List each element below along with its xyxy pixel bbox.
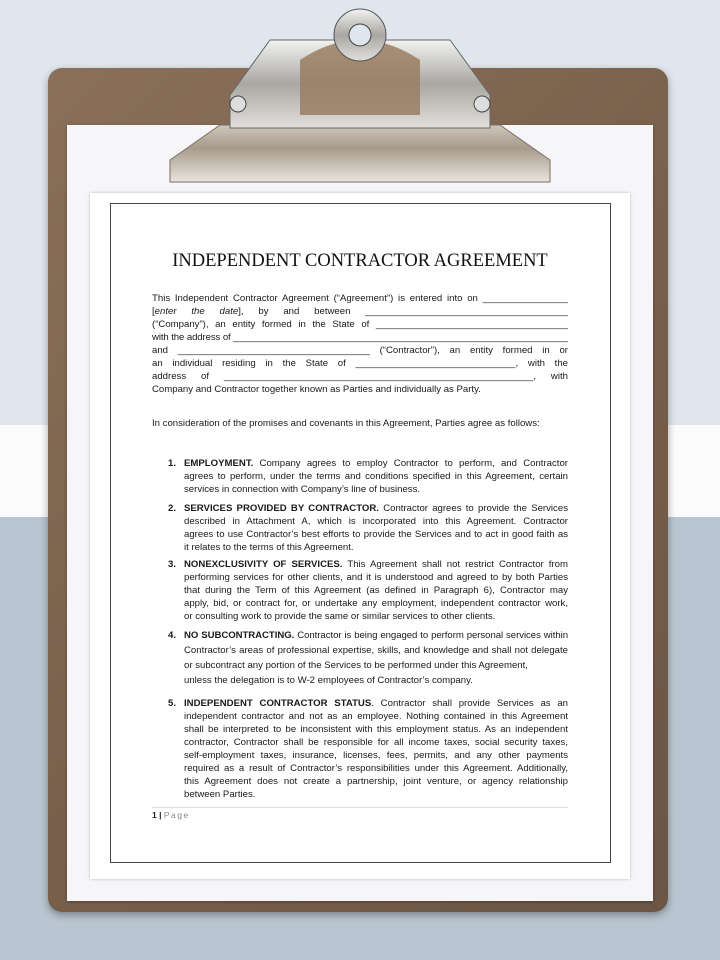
clause-line: between Parties.: [184, 789, 256, 800]
intro-line: This Independent Contractor Agreement (“Agreement”) is entered into on ________________: [152, 293, 568, 304]
clipboard-clip: [160, 0, 560, 195]
clause-text: Contractor is being engaged to perform personal services within: [297, 630, 568, 641]
clause-heading: SERVICES PROVIDED BY CONTRACTOR.: [184, 503, 379, 514]
clause-line: [184, 502, 568, 515]
intro-line: and ____________________________________ (“Contractor”), an entity formed in or: [152, 345, 568, 356]
clause-heading: NO SUBCONTRACTING.: [184, 630, 295, 641]
clause-text: Company agrees to employ Contractor to perform, and Contractor: [259, 458, 568, 469]
clause-heading: INDEPENDENT CONTRACTOR STATUS: [184, 698, 372, 709]
clause-line: described in Attachment A, which is incorporated into this Agreement. Contractor: [184, 516, 568, 527]
clause-line: [184, 457, 568, 470]
clause-line: [184, 697, 568, 710]
intro-line: (“Company”), an entity formed in the State of ____________________________________: [152, 319, 568, 330]
clause-number: 4.: [168, 630, 177, 641]
clause-line: it relates to the terms of this Agreement.: [184, 542, 354, 553]
intro-line: an individual residing in the State of ______________________________, with the: [152, 358, 568, 369]
clause-number: 2.: [168, 503, 177, 514]
clause-line: services in connection with Company’s line of business.: [184, 484, 421, 495]
clause-line: Contractor’s areas of professional expertise, skills, and knowledge and shall not delegate: [184, 645, 568, 656]
clause-line: agrees to use Contractor’s best efforts to provide the Services and to act in good faith as: [184, 529, 568, 540]
consideration-line: In consideration of the promises and covenants in this Agreement, Parties agree as follows:: [152, 418, 540, 429]
clause-line: performing services for other clients, and it is understood and agreed to by both Parties: [184, 572, 568, 583]
clause-line: self-employment taxes, insurance, licenses, fees, permits, and any other payments: [184, 750, 568, 761]
clause-line: independent contractor and not as an employee. Nothing contained in this Agreement: [184, 711, 568, 722]
document-title: INDEPENDENT CONTRACTOR AGREEMENT: [172, 251, 548, 271]
date-placeholder: enter the date: [154, 306, 239, 317]
agreement-clause: [168, 697, 568, 801]
agreement-clause: [168, 457, 568, 496]
document-page: [90, 193, 630, 879]
clause-line: [184, 558, 568, 571]
clause-line: agrees to perform, under the terms and conditions specified in this Agreement, certain: [184, 471, 568, 482]
clause-number: 5.: [168, 698, 177, 709]
clause-line: that during the Term of this Agreement (as defined in Paragraph 6), Contractor may: [184, 585, 568, 596]
consideration-paragraph: [152, 417, 568, 430]
clause-line: this Agreement does not create a partnership, joint venture, or agency relationship: [184, 776, 568, 787]
clause-number: 1.: [168, 458, 177, 469]
clause-text: Contractor agrees to provide the Services: [383, 503, 568, 514]
clause-line: contractor, Contractor shall be responsible for all income taxes, social security taxes,: [184, 737, 568, 748]
agreement-clause: [168, 628, 568, 688]
intro-line: address of __________________________________________________________, with: [152, 371, 568, 382]
agreement-clause: [168, 558, 568, 623]
clause-heading: EMPLOYMENT.: [184, 458, 254, 469]
intro-line: [enter the date], by and between ______________________________________: [152, 306, 568, 317]
intro-paragraph: [152, 292, 568, 396]
clause-line: unless the delegation is to W-2 employees of Contractor’s company.: [184, 675, 473, 686]
clause-line: shall be interpreted to be inconsistent with this employment status. As an independent: [184, 724, 568, 735]
footer-divider: [152, 807, 568, 808]
intro-line: with the address of ________________________________________________________________: [152, 332, 568, 343]
page-footer: [152, 810, 190, 821]
page-number: 1: [152, 810, 157, 820]
clause-text: This Agreement shall not restrict Contractor from: [347, 559, 568, 570]
agreement-clause: [168, 502, 568, 554]
clause-number: 3.: [168, 559, 177, 570]
clause-line: or consulting work to provide the same or similar services to other clients.: [184, 611, 496, 622]
clause-line: [184, 628, 568, 643]
clause-line: or subcontract any portion of the Services to be performed under this Agreement,: [184, 660, 528, 671]
clause-line: required as a result of Contractor’s responsibilities under this Agreement. Additionally,: [184, 763, 568, 774]
intro-line: Company and Contractor together known as Parties and individually as Party.: [152, 384, 481, 395]
page-label: Page: [163, 810, 190, 820]
clause-text: . Contractor shall provide Services as an: [371, 698, 568, 709]
clause-line: apply, bid, or contract for, or undertake any employment, independent contractor work,: [184, 598, 568, 609]
clause-heading: NONEXCLUSIVITY OF SERVICES.: [184, 559, 343, 570]
page-separator: |: [159, 810, 162, 820]
